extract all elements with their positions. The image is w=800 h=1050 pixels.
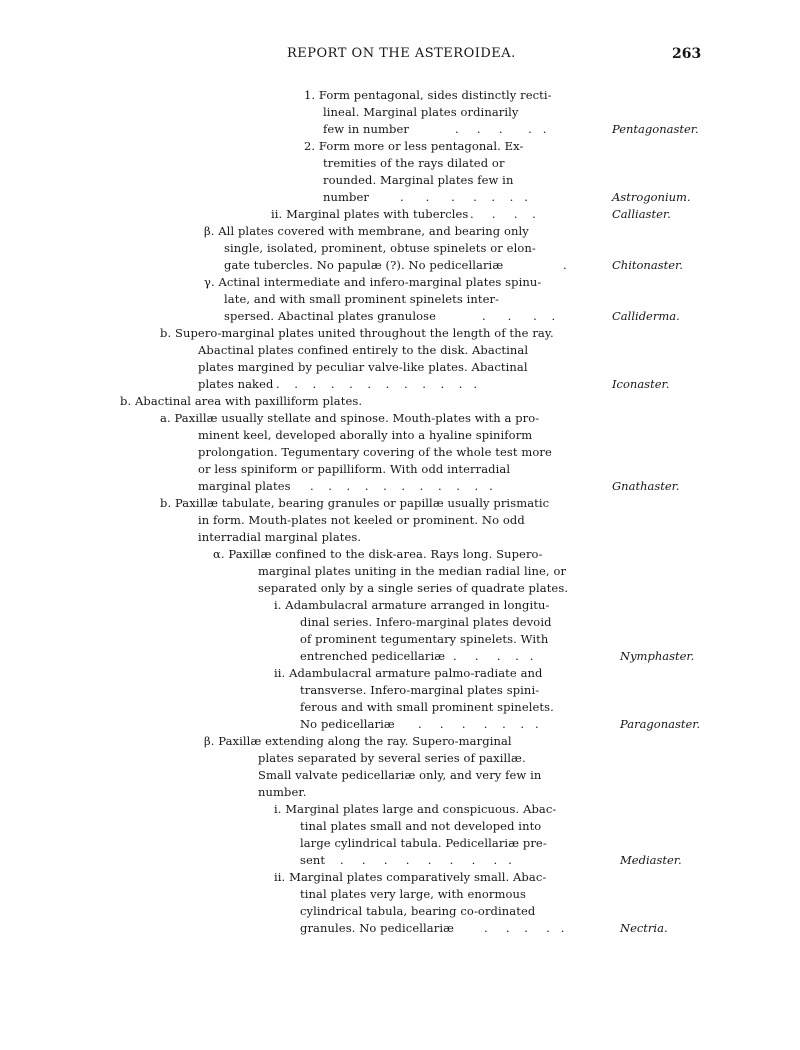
key-line: No pedicellariæ — [300, 717, 395, 731]
genus-calliderma: Calliderma. — [612, 309, 680, 323]
key-line: spersed. Abactinal plates granulose — [224, 309, 437, 323]
key-line: sent — [300, 853, 326, 867]
key-line: large cylindrical tabula. Pedicellariæ pre- — [300, 836, 547, 850]
key-line: ferous and with small prominent spinelets. — [300, 700, 554, 714]
key-line: single, isolated, prominent, obtuse spinelets or elon- — [224, 241, 536, 255]
key-line: or less spiniform or papilliform. With odd interradial — [198, 462, 511, 476]
key-line: late, and with small prominent spinelets inter- — [224, 292, 500, 306]
key-line: ii. Adambulacral armature palmo-radiate and — [274, 666, 543, 680]
genus-astrogonium: Astrogonium. — [612, 190, 691, 204]
key-line: entrenched pedicellariæ — [300, 649, 446, 663]
key-line: marginal plates uniting in the median radial line, or — [258, 564, 567, 578]
key-line: Small valvate pedicellariæ only, and very few in — [258, 768, 542, 782]
genus-chitonaster: Chitonaster. — [612, 258, 683, 272]
key-line: β. Paxillæ extending along the ray. Supero-marginal — [204, 734, 512, 748]
key-line: i. Adambulacral armature arranged in longitu- — [274, 598, 550, 612]
key-line: number — [323, 190, 369, 204]
key-line: lineal. Marginal plates ordinarily — [323, 105, 519, 119]
key-line: b. Supero-marginal plates united throughout the length of the ray. — [160, 326, 554, 340]
key-line: dinal series. Infero-marginal plates devoid — [300, 615, 552, 629]
key-line: tinal plates small and not developed into — [300, 819, 542, 833]
key-line: marginal plates — [198, 479, 291, 493]
key-line: ii. Marginal plates comparatively small. Abac- — [274, 870, 547, 884]
key-line: ii. Marginal plates with tubercles — [271, 207, 469, 221]
key-line: cylindrical tabula, bearing co-ordinated — [300, 904, 536, 918]
key-line: number. — [258, 785, 307, 799]
genus-gnathaster: Gnathaster. — [612, 479, 680, 493]
key-line: granules. No pedicellariæ — [300, 921, 455, 935]
key-line: rounded. Marginal plates few in — [323, 173, 514, 187]
key-line: plates separated by several series of paxillæ. — [258, 751, 526, 765]
key-line: tinal plates very large, with enormous — [300, 887, 527, 901]
key-line: Abactinal plates confined entirely to the disk. Abactinal — [198, 343, 529, 357]
genus-nymphaster: Nymphaster. — [620, 649, 695, 663]
key-line: gate tubercles. No papulæ (?). No pedicellariæ — [224, 258, 504, 272]
key-line: plates naked — [198, 377, 274, 391]
genus-iconaster: Iconaster. — [612, 377, 670, 391]
genus-pentagonaster: Pentagonaster. — [612, 122, 699, 136]
genus-paragonaster: Paragonaster. — [620, 717, 701, 731]
key-line: tremities of the rays dilated or — [323, 156, 505, 170]
key-line: α. Paxillæ confined to the disk-area. Rays long. Supero- — [213, 547, 543, 561]
key-line: few in number — [323, 122, 409, 136]
key-line: i. Marginal plates large and conspicuous. Abac- — [274, 802, 557, 816]
key-line: prolongation. Tegumentary covering of the whole test more — [198, 445, 552, 459]
key-line: b. Abactinal area with paxilliform plates. — [120, 394, 363, 408]
key-line: b. Paxillæ tabulate, bearing granules or papillæ usually prismatic — [160, 496, 550, 510]
genus-nectria: Nectria. — [620, 921, 668, 935]
key-line: minent keel, developed aborally into a hyaline spiniform — [198, 428, 533, 442]
key-line: a. Paxillæ usually stellate and spinose. Mouth-plates with a pro- — [160, 411, 540, 425]
page-number: 263 — [672, 46, 702, 62]
key-line: γ. Actinal intermediate and infero-marginal plates spinu- — [204, 275, 542, 289]
key-line: of prominent tegumentary spinelets. With — [300, 632, 549, 646]
key-line: in form. Mouth-plates not keeled or prominent. No odd — [198, 513, 525, 527]
key-line: separated only by a single series of quadrate plates. — [258, 581, 569, 595]
key-line: interradial marginal plates. — [198, 530, 362, 544]
key-line: 1. Form pentagonal, sides distinctly recti- — [304, 88, 552, 102]
key-line: 2. Form more or less pentagonal. Ex- — [304, 139, 524, 153]
key-line: plates margined by peculiar valve-like plates. Abactinal — [198, 360, 528, 374]
genus-calliaster: Calliaster. — [612, 207, 671, 221]
key-line: transverse. Infero-marginal plates spini- — [300, 683, 540, 697]
genus-mediaster: Mediaster. — [620, 853, 682, 867]
page-header-title: REPORT ON THE ASTEROIDEA. — [287, 46, 516, 61]
key-line: β. All plates covered with membrane, and bearing only — [204, 224, 529, 238]
